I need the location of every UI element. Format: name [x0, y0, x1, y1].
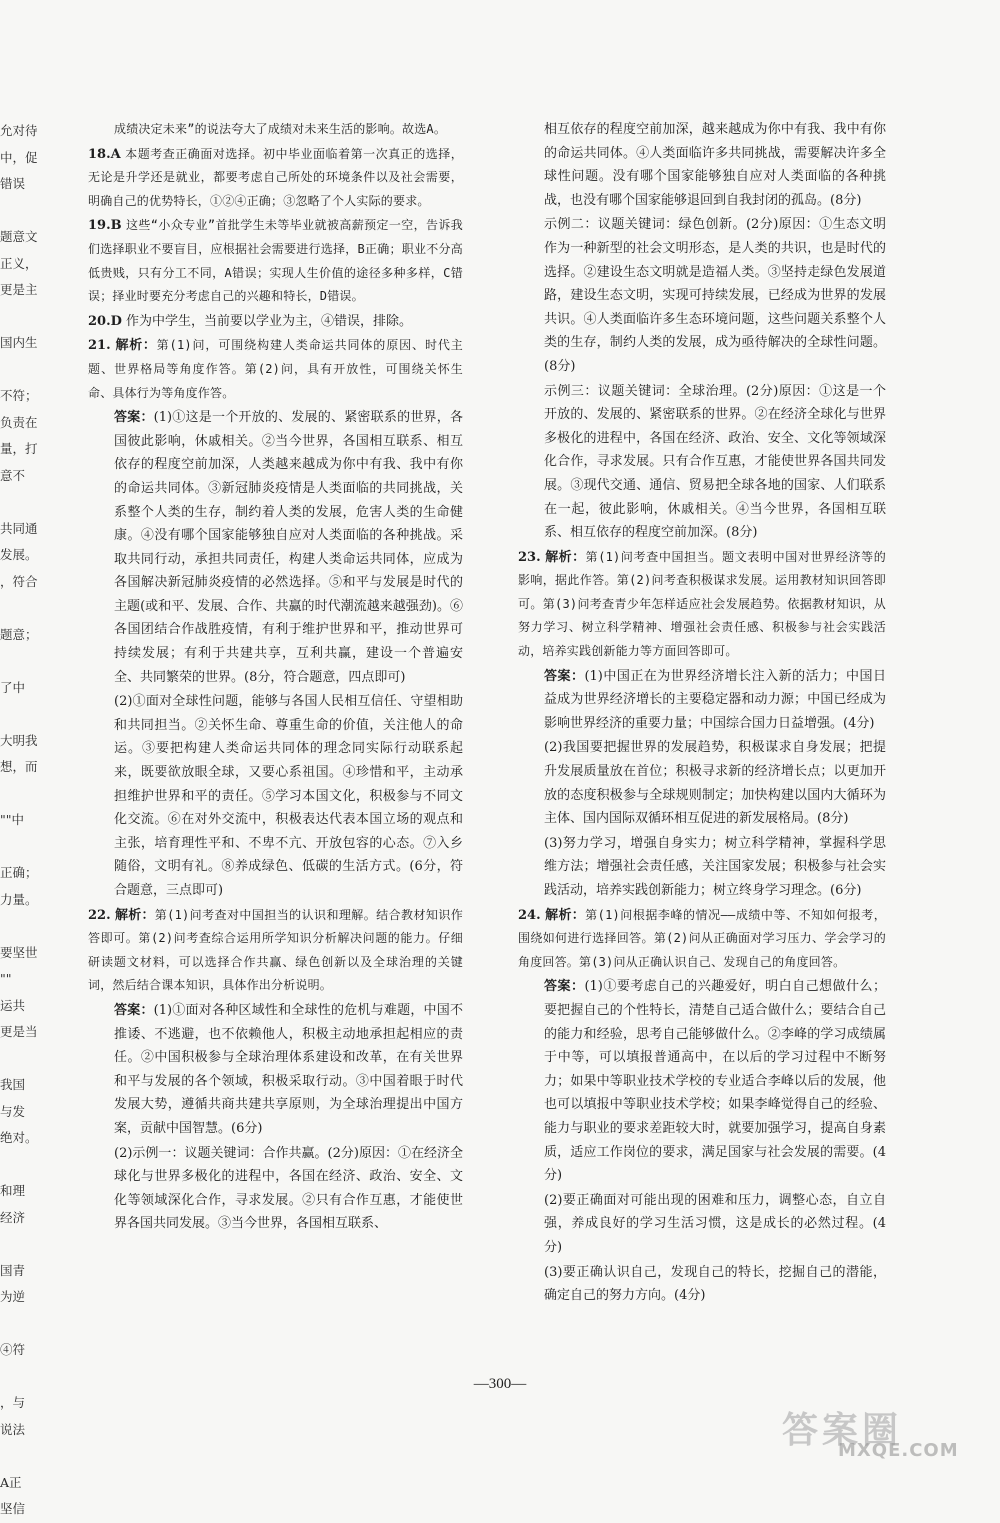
edge-fragment: 说法	[0, 1421, 26, 1437]
question-number: 23.	[518, 549, 541, 565]
answer-item-q22-ans1	[88, 999, 463, 1141]
left-column	[88, 118, 463, 1237]
edge-fragment: 量，打	[0, 441, 38, 456]
edge-fragment: 意不	[0, 467, 26, 483]
edge-fragment: 国青	[0, 1262, 26, 1278]
answer-item-q23-ans2	[518, 736, 886, 830]
edge-fragment: ，与	[0, 1395, 26, 1410]
edge-fragment: ""	[0, 971, 12, 986]
answer-item-q22-expl	[88, 904, 463, 998]
item-text: (3)要正确认识自己，发现自己的特长，挖掘自己的潜能，确定自己的努力方向。(4分)	[544, 1264, 886, 1304]
answer-item-q24-ans3	[518, 1261, 886, 1308]
edge-fragment: 不符；	[0, 388, 38, 403]
edge-fragment: ""中	[0, 812, 24, 827]
edge-fragment: 大明我	[0, 732, 38, 748]
edge-fragment	[0, 595, 46, 622]
edge-fragment: 和理	[0, 1183, 26, 1198]
answer-item-q22-ans2b	[518, 213, 886, 378]
answer-item-q20	[88, 310, 463, 334]
item-text: (1)①要考虑自己的兴趣爱好，明白自己想做什么；要把握自己的个性特长，清楚自己适合做什么；要结合自己的能力和经验，思考自己能够做什么。②李峰的学习成绩属于中等，可以填报普通高中，在以后的学习过程中不断努力；如果中等职业技术学校的专业适合李峰以后的发展，他也可以填报中等职业技术学校；如果李峰觉得自己的经验、能力与职业的要求差距较大时，就要加强学习，提高自身素质，适应工作岗位的要求，满足国家与社会发展的需要。(4分)	[544, 979, 886, 1184]
edge-fragment	[0, 834, 46, 861]
answer-item-q21-ans2	[88, 690, 463, 902]
answer-item-q24-ans1	[518, 975, 886, 1187]
item-text: (3)努力学习，增强自身实力；树立科学精神，掌握科学思维方法；增强社会责任感，关注国家发展；积极参与社会实践活动，培养实践创新能力；树立终身学习理念。(6分)	[544, 835, 886, 898]
edge-fragment	[0, 304, 46, 331]
edge-fragment: 运共	[0, 997, 26, 1013]
answer-item-q22-ans2a-cont	[518, 118, 886, 212]
question-number: 18.A	[88, 146, 121, 162]
edge-fragment: 允对待	[0, 123, 38, 138]
edge-fragment: 错误	[0, 176, 26, 191]
answer-item-q23-expl	[518, 546, 886, 664]
answer-item-q22-ans2a	[88, 1142, 463, 1236]
section-tag: 解析：	[115, 907, 155, 923]
item-text: 成绩决定未来”的说法夸大了成绩对未来生活的影响。故选A。	[114, 122, 447, 136]
item-text: 这些“小众专业”首批学生未等毕业就被高薪预定一空，告诉我们选择职业不要盲目，应根据社会需要进行选择，B正确；职业不分高低贵贱，只有分工不同，A错误；实现人生价值的途径多种多样，C错误；择业时要充分考虑自己的兴趣和特长，D错误。	[88, 218, 463, 304]
edge-fragment: 更是主	[0, 282, 38, 297]
item-text: 第(1)问考查对中国担当的认识和理解。结合教材知识作答即可。第(2)问考查综合运用所学知识分析解决问题的能力。仔细研读题文材料，可以选择合作共赢、绿色创新以及全球治理的关键词，然后结合课本知识，具体作出分析说明。	[88, 907, 463, 993]
edge-fragment: 正确；	[0, 865, 38, 880]
edge-fragment	[0, 1231, 46, 1258]
question-number: 20.D	[88, 313, 122, 329]
item-text: (1)①这是一个开放的、发展的、紧密联系的世界，各国彼此影响，休戚相关。②当今世界，各国相互联系、相互依存的程度空前加深，人类越来越成为你中有我、我中有你的命运共同体。③新冠肺炎疫情是人类面临的共同挑战，关系整个人类的生存，制约着人类的发展，危害人类的生命健康。④没有哪个国家能够独自应对人类面临的各种挑战。采取共同行动，承担共同责任，构建人类命运共同体，应成为各国解决新冠肺炎疫情的必然选择。⑤和平与发展是时代的主题(或和平、发展、合作、共赢的时代潮流越来越强劲)。⑥各国团结合作战胜疫情，有利于维护世界和平，推动世界可持续发展；有利于共建共享，互利共赢，建设一个普遍安全、共同繁荣的世界。(8分，符合题意，四点即可)	[114, 410, 463, 685]
answer-item-q23-ans1	[518, 665, 886, 736]
edge-fragment	[0, 701, 46, 728]
question-number: 21.	[88, 338, 111, 354]
answer-item-q21-ans1	[88, 406, 463, 689]
previous-page-edge-fragments	[0, 118, 46, 1523]
edge-fragment: 想，而	[0, 759, 38, 774]
edge-fragment: 负责在	[0, 414, 38, 430]
edge-fragment: 与发	[0, 1103, 26, 1119]
item-text: (1)①面对各种区域性和全球性的危机与难题，中国不推诿、不逃避，也不依赖他人，积极主动地承担起相应的责任。②中国积极参与全球治理体系建设和改革，在有关世界和平与发展的各个领域，积极采取行动。③中国着眼于时代发展大势，遵循共商共建共享原则，为全球治理提出中国方案，贡献中国智慧。(6分)	[114, 1002, 463, 1136]
edge-fragment: 中，促	[0, 149, 38, 165]
edge-fragment: 发展。	[0, 547, 38, 562]
item-text: (2)我国要把握世界的发展趋势，积极谋求自身发展；把提升发展质量放在首位；积极寻求新的经济增长点；以更加开放的态度积极参与全球规则制定；加快构建以国内大循环为主体、国内国际双循环相互促进的新发展格局。(8分)	[544, 740, 886, 827]
edge-fragment: 题意文	[0, 229, 38, 244]
edge-fragment	[0, 1152, 46, 1179]
question-number: 24.	[518, 907, 541, 923]
item-text: 第(1)问考查中国担当。题文表明中国对世界经济等的影响，据此作答。第(2)问考查积极谋求发展。运用教材知识回答即可。第(3)问考查青少年怎样适应社会发展趋势。依据教材知识，从努力学习、树立科学精神、增强社会责任感、积极参与社会实践活动，培养实践创新能力等方面回答即可。	[518, 549, 886, 659]
item-text: 本题考查正确面对选择。初中毕业面临着第一次真正的选择，无论是升学还是就业，都要考虑自己所处的环境条件以及社会需要，明确自己的优势特长，①②④正确；③忽略了个人实际的要求。	[88, 146, 464, 208]
watermark-site: MXQE.COM	[838, 1440, 959, 1461]
edge-fragment: 国内生	[0, 335, 38, 350]
watermark-logo: 答案圈	[782, 1410, 903, 1451]
edge-fragment	[0, 489, 46, 516]
edge-fragment	[0, 1311, 46, 1338]
answer-item-q22-ans2c	[518, 380, 886, 545]
item-text: 示例三：议题关键词：全球治理。(2分)原因：①这是一个开放的、发展的、紧密联系的世界。②在经济全球化与世界多极化的进程中，各国在经济、政治、安全、文化等领域深化合作，寻求发展。只有合作互惠，才能使世界各国共同发展。③现代交通、通信、贸易把全球各地的国家、人们联系在一起，彼此影响，休戚相关。④当今世界，各国相互联系、相互依存的程度空前加深。(8分)	[544, 383, 886, 541]
edge-fragment	[0, 198, 46, 225]
item-text: (2)示例一：议题关键词：合作共赢。(2分)原因：①在经济全球化与世界多极化的进程中，各国在经济、政治、安全、文化等领域深化合作，寻求发展。②只有合作互惠，才能使世界各国共同发展。③当今世界，各国相互联系、	[114, 1145, 463, 1232]
edge-fragment: 了中	[0, 679, 26, 695]
item-text: 相互依存的程度空前加深，越来越成为你中有我、我中有你的命运共同体。④人类面临许多共同挑战，需要解决许多全球性问题。没有哪个国家能够独自应对人类面临的各种挑战，也没有哪个国家能够退回到自我封闭的孤岛。(8分)	[544, 122, 886, 208]
edge-fragment	[0, 357, 46, 384]
edge-fragment: 绝对。	[0, 1130, 38, 1145]
item-text: 作为中学生，当前要以学业为主，④错误，排除。	[126, 313, 413, 329]
item-text: (1)中国正在为世界经济增长注入新的活力；中国日益成为世界经济增长的主要稳定器和动力源；中国已经成为影响世界经济的重要力量；中国综合国力日益增强。(4分)	[544, 668, 886, 731]
edge-fragment	[0, 648, 46, 675]
edge-fragment	[0, 913, 46, 940]
edge-fragment: 题意；	[0, 626, 38, 642]
page-number: —300—	[473, 1376, 527, 1392]
edge-fragment: 更是当	[0, 1024, 38, 1039]
answer-item-q21-expl	[88, 334, 463, 405]
right-column	[518, 118, 886, 1309]
section-tag: 解析：	[115, 338, 157, 354]
question-number: 19.B	[88, 218, 122, 234]
edge-fragment: ④符	[0, 1342, 26, 1357]
answer-item-q17-tail	[88, 118, 463, 142]
edge-fragment	[0, 781, 46, 808]
edge-fragment: ，符合	[0, 573, 38, 589]
item-text: 第(1)问，可围绕构建人类命运共同体的原因、时代主题、世界格局等角度作答。第(2)问，具有开放性，可围绕关怀生命、具体行为等角度作答。	[88, 338, 463, 400]
section-tag: 答案：	[544, 668, 585, 684]
section-tag: 答案：	[114, 410, 154, 426]
edge-fragment: 经济	[0, 1209, 26, 1225]
answer-item-q24-expl	[518, 904, 886, 975]
edge-fragment	[0, 1364, 46, 1391]
edge-fragment: 要坚世	[0, 944, 38, 960]
edge-fragment	[0, 1443, 46, 1470]
answer-item-q23-ans3	[518, 832, 886, 903]
answer-item-q18	[88, 143, 463, 214]
section-tag: 解析：	[545, 907, 586, 923]
item-text: 示例二：议题关键词：绿色创新。(2分)原因：①生态文明作为一种新型的社会文明形态，是人类的共识，也是时代的选择。②建设生态文明就是造福人类。③坚持走绿色发展道路，建设生态文明，实现可持续发展，已经成为世界的发展共识。④人类面临许多生态环境问题，这些问题关系整个人类的生存，制约人类的发展，成为亟待解决的全球性问题。(8分)	[544, 217, 886, 374]
edge-fragment: 我国	[0, 1077, 26, 1092]
edge-fragment: 坚信	[0, 1501, 26, 1516]
section-tag: 答案：	[114, 1002, 154, 1018]
edge-fragment: 正义，	[0, 255, 38, 271]
item-text: 第(1)问根据李峰的情况——成绩中等、不知如何报考，围绕如何进行选择回答。第(2)问从正确面对学习压力、学会学习的角度回答。第(3)问从正确认识自己、发现自己的角度回答。	[518, 907, 886, 969]
edge-fragment: 共同通	[0, 520, 38, 536]
section-tag: 解析：	[545, 549, 586, 565]
answer-item-q19	[88, 214, 463, 308]
question-number: 22.	[88, 907, 111, 923]
edge-fragment: A正	[0, 1474, 22, 1490]
edge-fragment: 力量。	[0, 891, 38, 907]
edge-fragment	[0, 1046, 46, 1073]
item-text: (2)要正确面对可能出现的困难和压力，调整心态，自立自强，养成良好的学习生活习惯，这是成长的必然过程。(4分)	[544, 1192, 886, 1255]
answer-item-q24-ans2	[518, 1189, 886, 1260]
item-text: (2)①面对全球性问题，能够与各国人民相互信任、守望相助和共同担当。②关怀生命、尊重生命的价值，关注他人的命运。③要把构建人类命运共同体的理念同实际行动联系起来，既要欲放眼全球，又要心系祖国。④珍惜和平，主动承担维护世界和平的责任。⑤学习本国文化，积极参与不同文化交流。⑥在对外交流中，积极表达代表本国立场的观点和主张，培育理性平和、不卑不亢、开放包容的心态。⑦入乡随俗，文明有礼。⑧养成绿色、低碳的生活方式。(6分，符合题意，三点即可)	[114, 694, 463, 898]
edge-fragment: 为逆	[0, 1289, 26, 1304]
section-tag: 答案：	[544, 979, 585, 995]
